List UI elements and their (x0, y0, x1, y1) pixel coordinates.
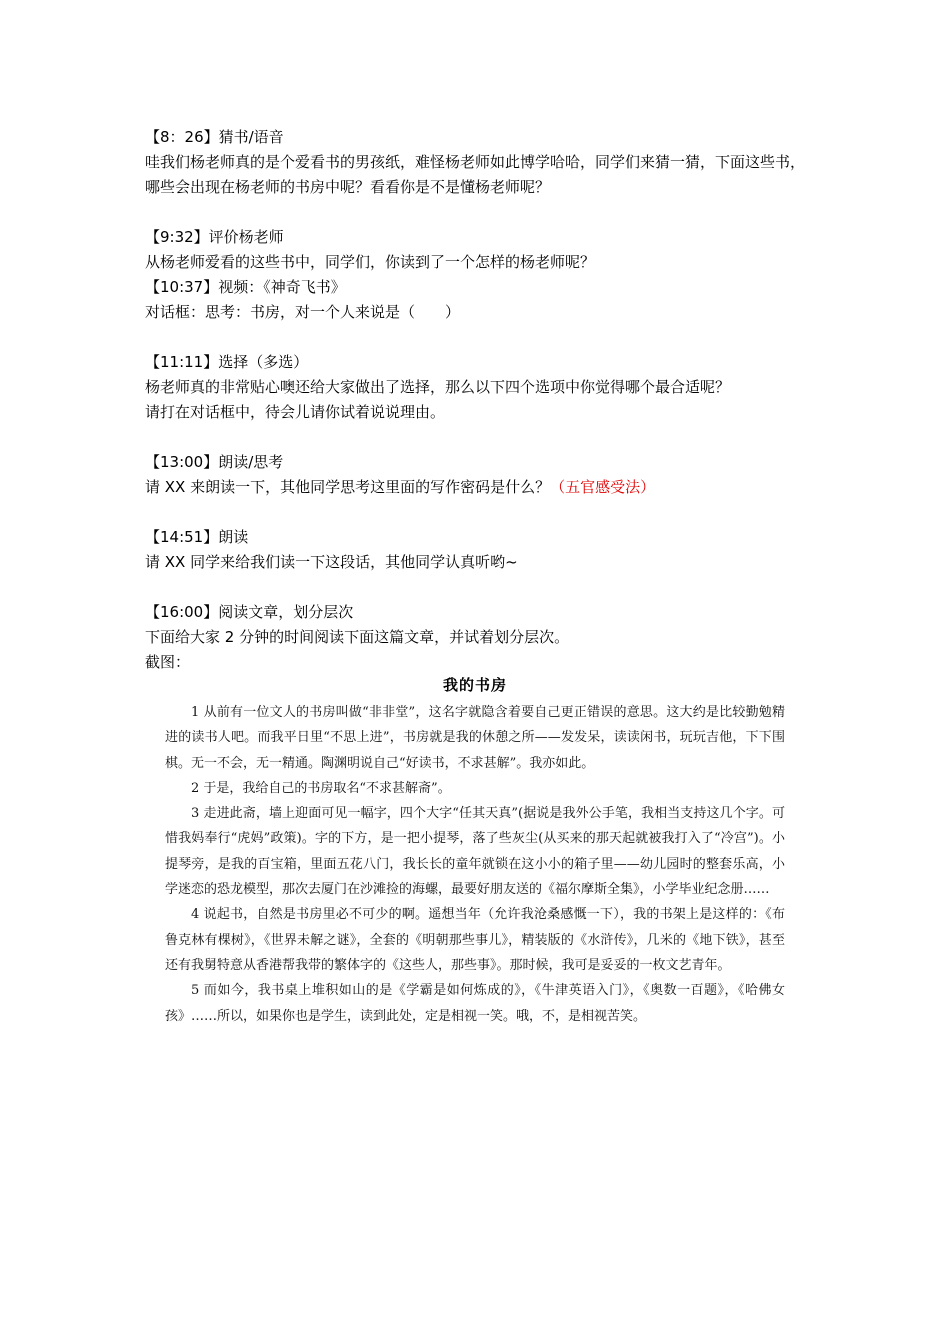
article-title: 我的书房 (442, 676, 507, 694)
section-guess-books (145, 125, 810, 200)
section-title: 【14:51】朗读 (145, 528, 249, 546)
section-text: 请打在对话框中，待会儿请你试着说说理由。 (145, 403, 446, 421)
article-paragraph: 5 而如今，我书桌上堆积如山的是《学霸是如何炼成的》，《牛津英语入门》，《奥数一百题》，《哈佛女孩》……所以，如果你也是学生，读到此处，定是相视一笑。哦，不，是相视苦笑。 (165, 983, 785, 1024)
section-read-aloud (145, 525, 810, 575)
section-choice (145, 350, 810, 425)
section-text-main: 请 XX 来朗读一下，其他同学思考这里面的写作密码是什么？ (145, 478, 551, 496)
article-paragraph: 4 说起书，自然是书房里必不可少的啊。遥想当年（允许我沧桑感慨一下），我的书架上是这样的：《布鲁克林有棵树》，《世界未解之谜》，全套的《明朝那些事儿》，精装版的《水浒传》，几米的《地下铁》，甚至还有我舅特意从香港帮我带的繁体字的《这些人，那些事》。那时候，我可是妥妥的一枚文艺青年。 (165, 907, 785, 973)
section-text: 对话框：思考：书房，对一个人来说是（ ） (145, 303, 461, 321)
section-text: 哇我们杨老师真的是个爱看书的男孩纸，难怪杨老师如此博学哈哈，同学们来猜一猜，下面这些书，哪些会出现在杨老师的书房中呢？看看你是不是懂杨老师呢？ (145, 153, 806, 196)
section-title: 【10:37】视频：《神奇飞书》 (145, 278, 346, 296)
section-title: 【16:00】阅读文章，划分层次 (145, 603, 354, 621)
article-paragraph: 3 走进此斋，墙上迎面可见一幅字，四个大字“任其天真”(据说是我外公手笔，我相当支持这几个字。可惜我妈奉行“虎妈”政策)。字的下方，是一把小提琴，落了些灰尘(从买来的那天起就被我打入了“冷宫”)。小提琴旁，是我的百宝箱，里面五花八门，我长长的童年就锁在这小小的箱子里——幼儿园时的整套乐高，小学迷恋的恐龙模型，那次去厦门在沙滩捡的海螺，最要好朋友送的《福尔摩斯全集》，小学毕业纪念册…… (165, 806, 785, 898)
article-paragraph: 2 于是，我给自己的书房取名“不求甚解斋”。 (191, 780, 451, 796)
section-text: 请 XX 同学来给我们读一下这段话，其他同学认真听哟~ (145, 553, 518, 571)
section-text: 截图： (145, 653, 191, 671)
section-evaluate-teacher (145, 225, 810, 275)
section-title: 【9:32】评价杨老师 (145, 228, 284, 246)
section-read-article (145, 600, 810, 675)
document-body (145, 125, 810, 675)
section-video (145, 275, 810, 325)
article-screenshot (165, 672, 785, 1029)
section-title: 【8：26】猜书/语音 (145, 128, 284, 146)
section-title: 【13:00】朗读/思考 (145, 453, 284, 471)
article-paragraph: 1 从前有一位文人的书房叫做“非非堂”，这名字就隐含着要自己更正错误的意思。这大约是比较勤勉精进的读书人吧。而我平日里“不思上进”，书房就是我的休憩之所——发发呆，读读闲书，玩玩吉他，下下围棋。无一不会，无一精通。陶渊明说自己“好读书，不求甚解”。我亦如此。 (165, 705, 785, 771)
highlight-answer: （五官感受法） (550, 478, 656, 496)
section-text: 从杨老师爱看的这些书中，同学们，你读到了一个怎样的杨老师呢？ (145, 253, 596, 271)
section-text (145, 475, 810, 500)
section-title: 【11:11】选择（多选） (145, 353, 309, 371)
section-read-think (145, 450, 810, 500)
section-text: 杨老师真的非常贴心噢还给大家做出了选择，那么以下四个选项中你觉得哪个最合适呢？ (145, 378, 731, 396)
section-text: 下面给大家 2 分钟的时间阅读下面这篇文章，并试着划分层次。 (145, 628, 570, 646)
